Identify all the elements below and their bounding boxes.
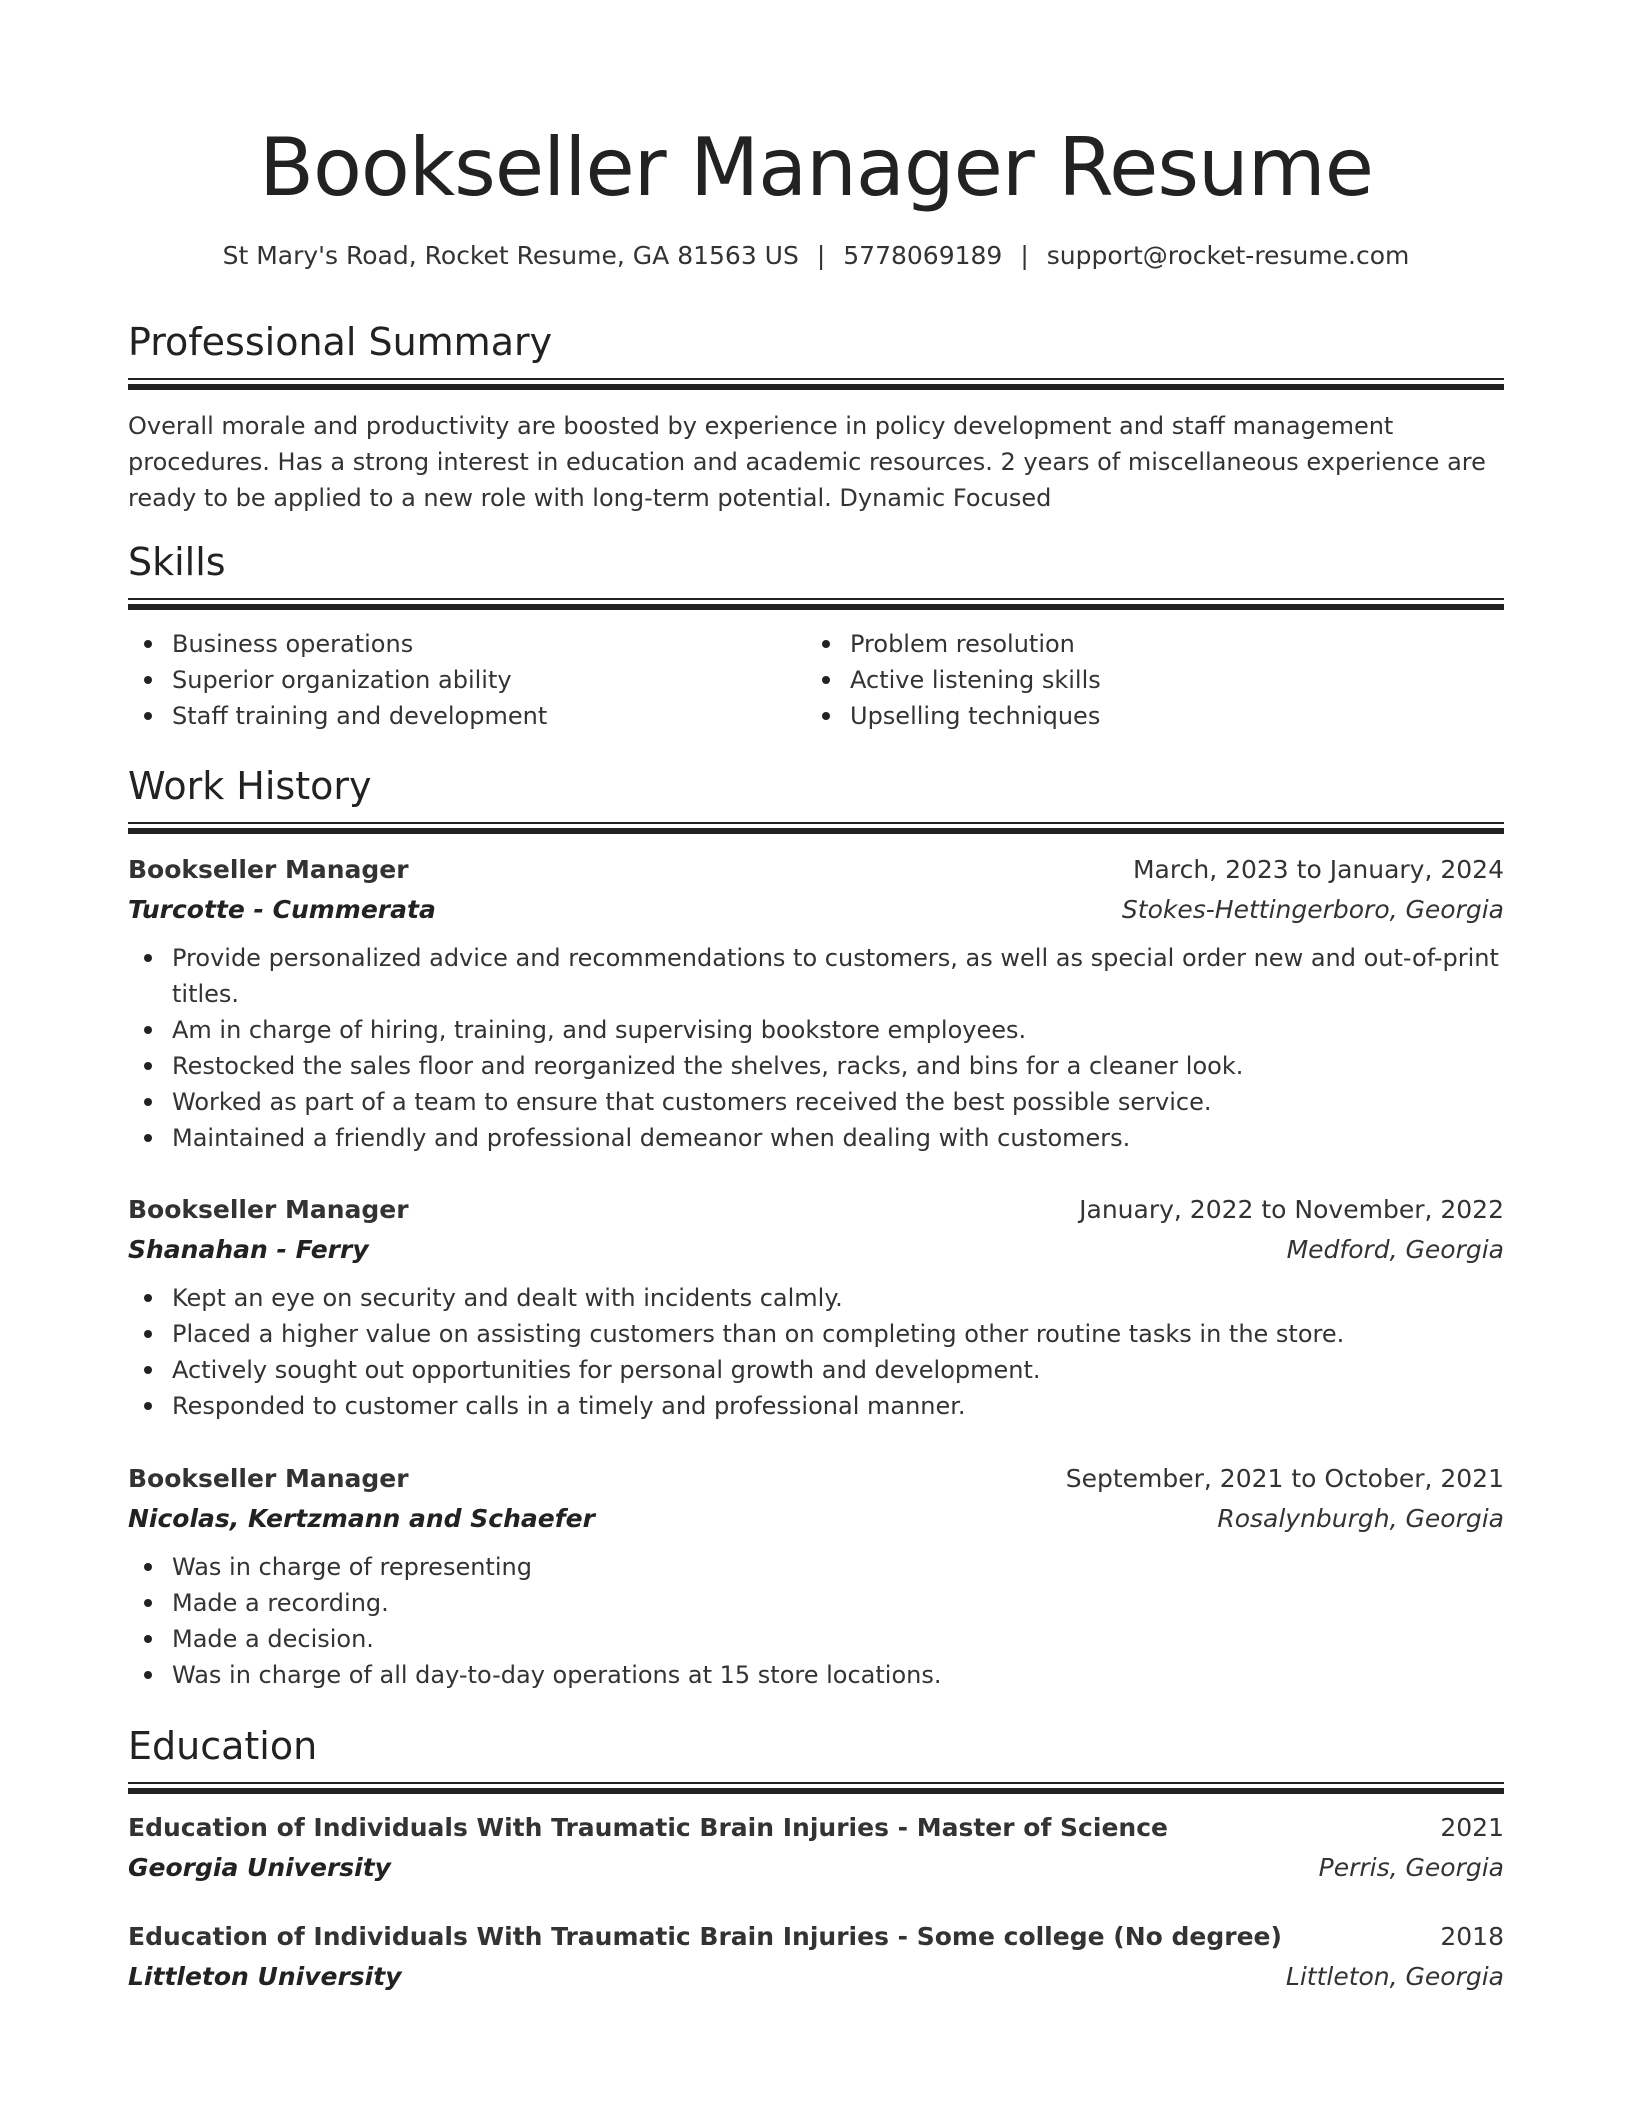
education-section (128, 1722, 1504, 1794)
section-divider (128, 1782, 1504, 1794)
job-duty: Made a decision. (128, 1621, 1504, 1657)
job-title: Bookseller Manager (128, 1464, 409, 1493)
job-duty: Worked as part of a team to ensure that customers received the best possible service. (128, 1084, 1504, 1120)
job-duty: Placed a higher value on assisting customers than on completing other routine tasks in the store. (128, 1316, 1504, 1352)
section-divider (128, 378, 1504, 390)
contact-phone: 5778069189 (843, 241, 1003, 270)
skills-list (128, 626, 1504, 734)
job-duty: Was in charge of all day-to-day operations at 15 store locations. (128, 1657, 1504, 1693)
work-history-heading: Work History (128, 764, 372, 808)
job-duty: Made a recording. (128, 1585, 1504, 1621)
education-year: 2018 (1440, 1922, 1504, 1951)
section-divider (128, 822, 1504, 834)
job-duty: Actively sought out opportunities for personal growth and development. (128, 1352, 1504, 1388)
contact-separator: | (1020, 241, 1029, 270)
education-entry (128, 1808, 1504, 1888)
education-year: 2021 (1440, 1813, 1504, 1842)
job-duties (128, 940, 1504, 1156)
job-duties (128, 1549, 1504, 1693)
job-duty: Provide personalized advice and recommendations to customers, as well as special order new and out-of-print titles. (128, 940, 1504, 1012)
skill-item: Problem resolution (806, 626, 1484, 662)
education-degree: Education of Individuals With Traumatic Brain Injuries - Some college (No degree) (128, 1922, 1282, 1951)
job-company: Turcotte - Cummerata (128, 895, 436, 924)
skill-item: Active listening skills (806, 662, 1484, 698)
summary-text: Overall morale and productivity are boosted by experience in policy development and staff management procedures. Has a strong interest in education and academic resources. 2 years of miscellaneous experience are ready to be applied to a new role with long-term potential. Dynamic Focused (128, 412, 1486, 512)
job-company: Nicolas, Kertzmann and Schaefer (128, 1504, 595, 1533)
skill-item: Staff training and development (128, 698, 806, 734)
skills-section (128, 538, 1504, 734)
skill-item: Upselling techniques (806, 698, 1484, 734)
education-location: Perris, Georgia (1318, 1853, 1504, 1882)
contact-email[interactable]: support@rocket-resume.com (1046, 241, 1410, 270)
job-dates: January, 2022 to November, 2022 (1079, 1195, 1504, 1224)
job-location: Rosalynburgh, Georgia (1217, 1504, 1504, 1533)
job-location: Medford, Georgia (1286, 1235, 1504, 1264)
job-duties (128, 1280, 1504, 1424)
skills-heading: Skills (128, 540, 226, 584)
skills-column-left (128, 626, 806, 734)
job-duty: Was in charge of representing (128, 1549, 1504, 1585)
education-degree: Education of Individuals With Traumatic Brain Injuries - Master of Science (128, 1813, 1168, 1842)
contact-line (128, 238, 1504, 274)
job-company: Shanahan - Ferry (128, 1235, 369, 1264)
education-heading: Education (128, 1724, 318, 1768)
contact-address: St Mary's Road, Rocket Resume, GA 81563 US (222, 241, 799, 270)
work-history-section (128, 762, 1504, 834)
job-dates: September, 2021 to October, 2021 (1065, 1464, 1504, 1493)
job-title: Bookseller Manager (128, 855, 409, 884)
education-location: Littleton, Georgia (1285, 1962, 1504, 1991)
job-duty: Am in charge of hiring, training, and supervising bookstore employees. (128, 1012, 1504, 1048)
summary-section (128, 318, 1504, 516)
job-entry (128, 850, 1504, 1156)
skills-column-right (806, 626, 1484, 734)
resume-title: Bookseller Manager Resume (259, 121, 1373, 214)
education-school: Georgia University (128, 1853, 391, 1882)
skill-item: Superior organization ability (128, 662, 806, 698)
job-title: Bookseller Manager (128, 1195, 409, 1224)
job-duty: Responded to customer calls in a timely and professional manner. (128, 1388, 1504, 1424)
section-divider (128, 598, 1504, 610)
job-entry (128, 1459, 1504, 1693)
job-dates: March, 2023 to January, 2024 (1132, 855, 1504, 884)
job-duty: Maintained a friendly and professional demeanor when dealing with customers. (128, 1120, 1504, 1156)
skill-item: Business operations (128, 626, 806, 662)
job-entry (128, 1190, 1504, 1424)
education-entry (128, 1917, 1504, 1997)
contact-separator: | (816, 241, 826, 270)
job-location: Stokes-Hettingerboro, Georgia (1121, 895, 1504, 924)
job-duty: Restocked the sales floor and reorganized the shelves, racks, and bins for a cleaner look. (128, 1048, 1504, 1084)
summary-heading: Professional Summary (128, 320, 553, 364)
job-duty: Kept an eye on security and dealt with incidents calmly. (128, 1280, 1504, 1316)
education-school: Littleton University (128, 1962, 402, 1991)
